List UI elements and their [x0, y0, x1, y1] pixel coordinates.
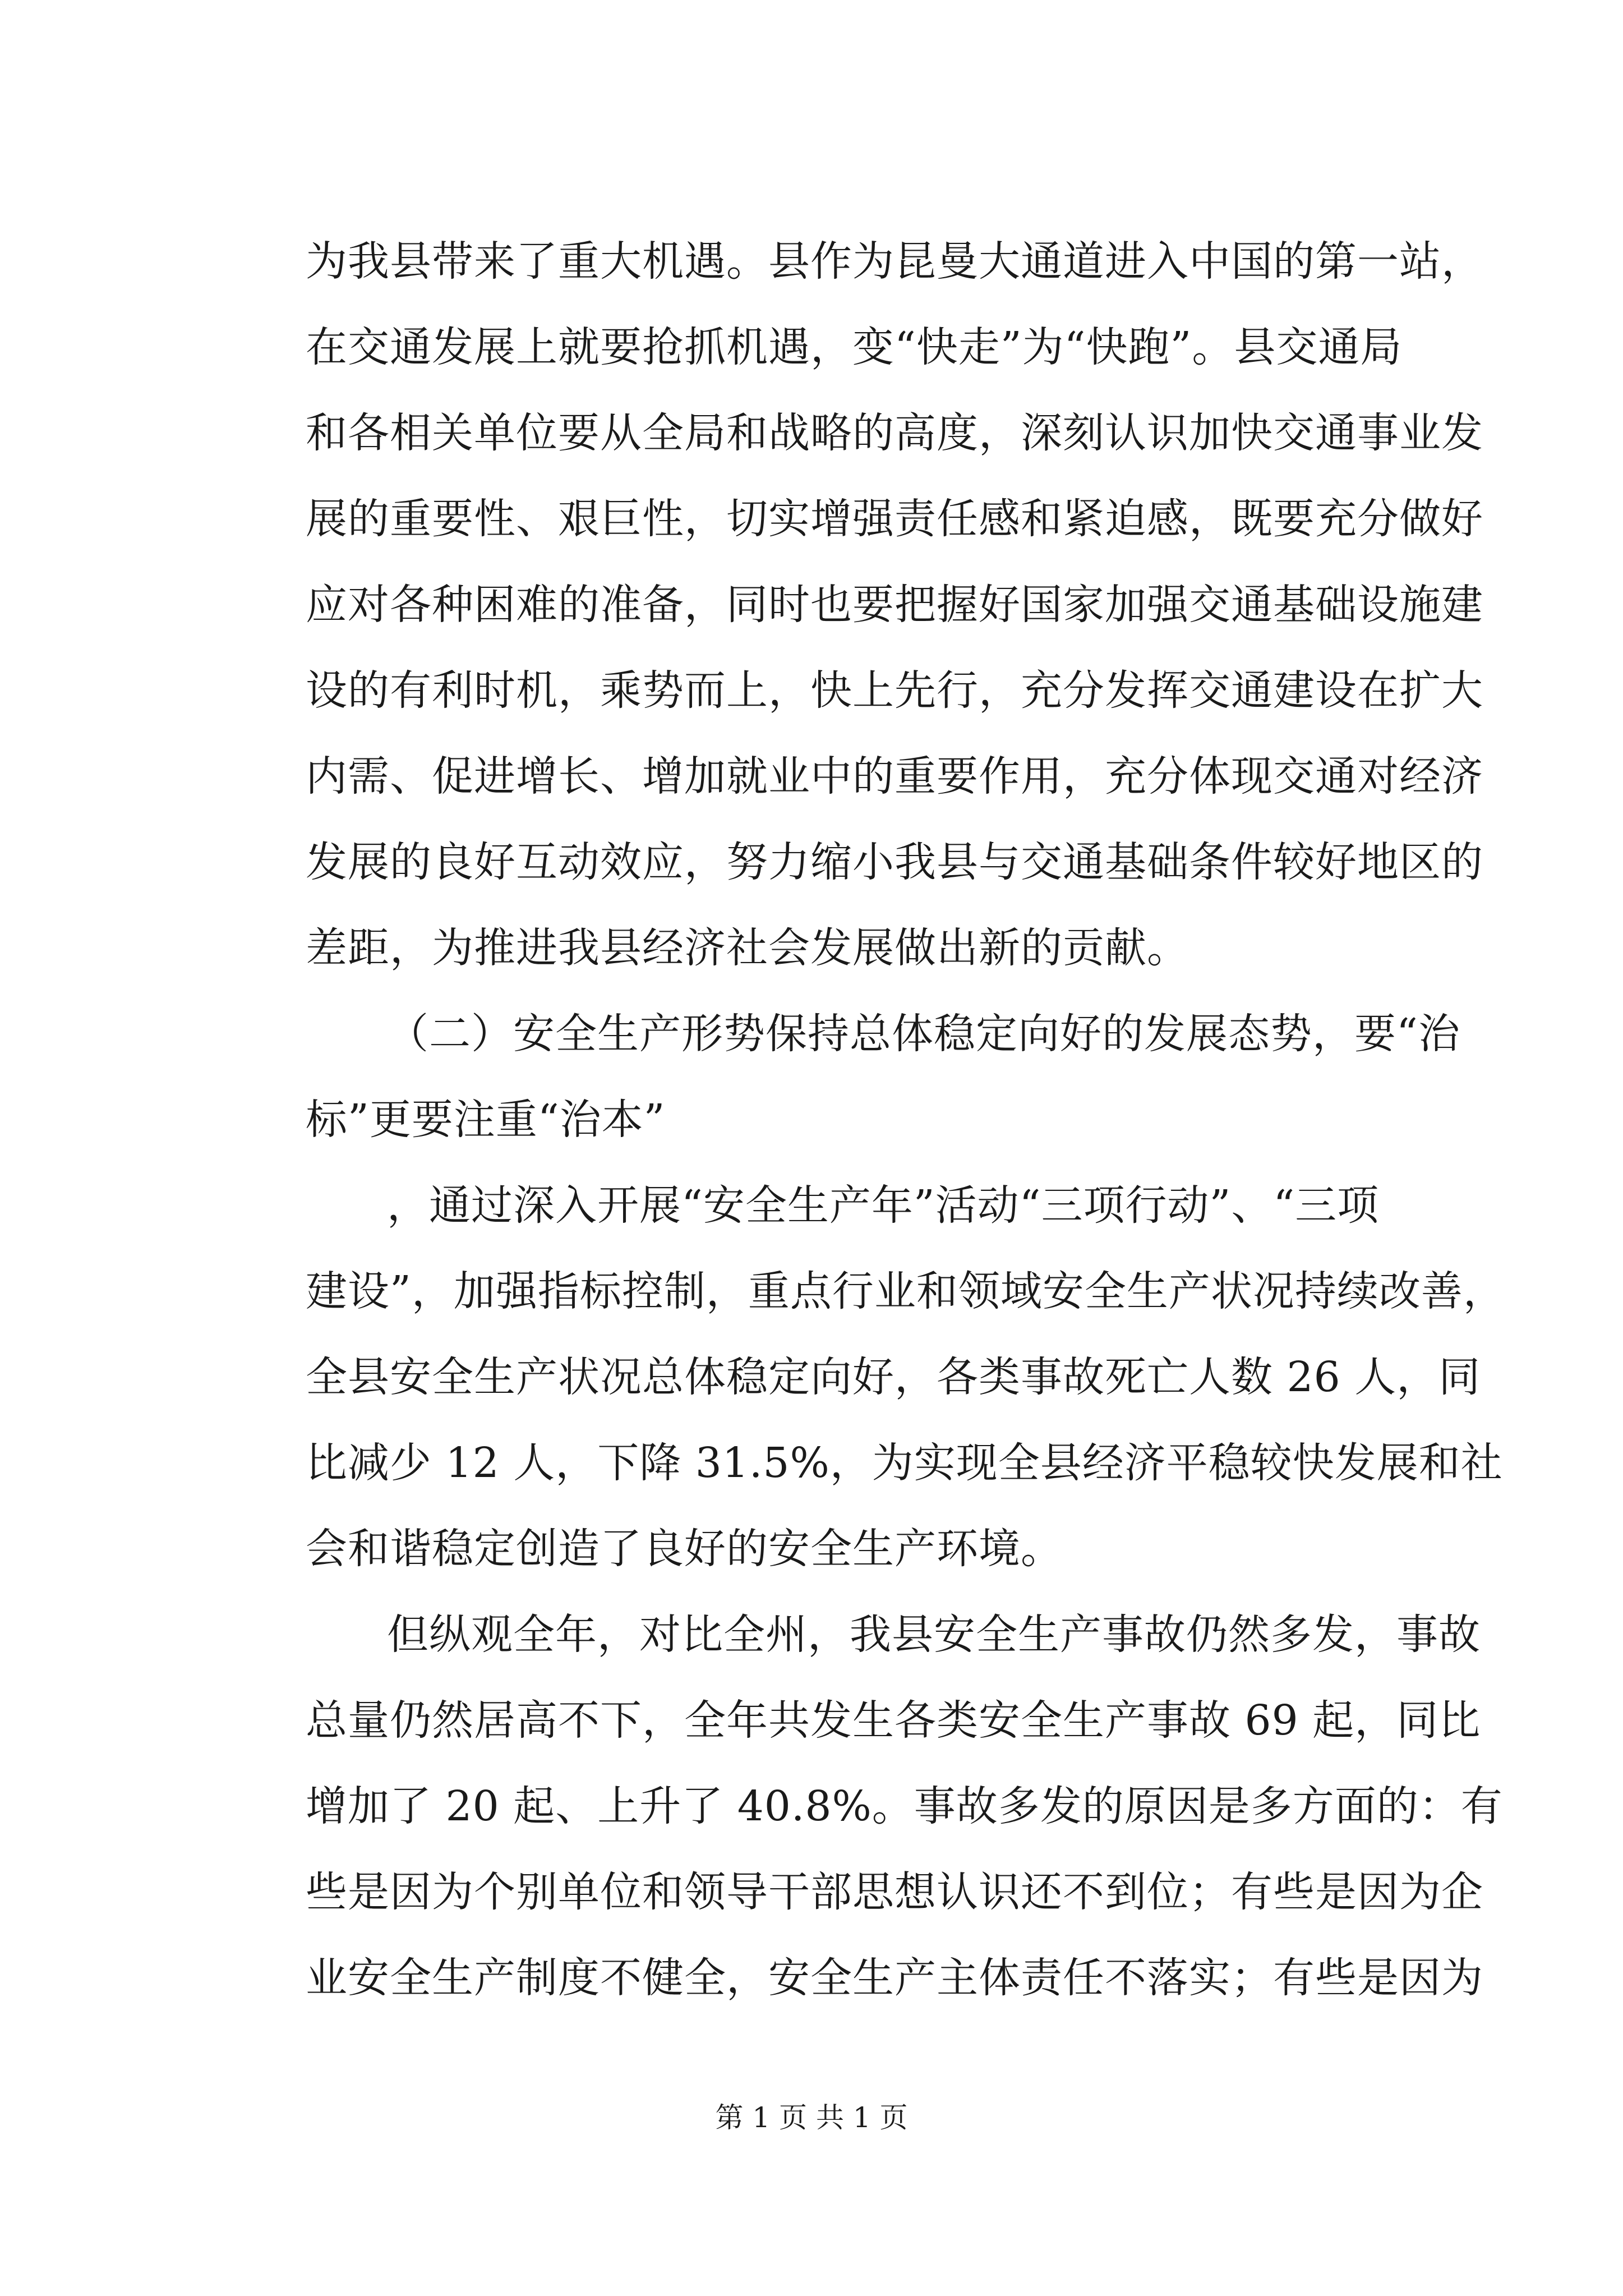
text-line: 展的重要性、艰巨性，切实增强责任感和紧迫感，既要充分做好 [306, 495, 1483, 543]
text-line: 差距，为推进我县经济社会发展做出新的贡献。 [306, 924, 1189, 972]
text-line: 应对各种困难的准备，同时也要把握好国家加强交通基础设施建 [306, 581, 1483, 629]
text-line: 建设”，加强指标控制，重点行业和领域安全生产状况持续改善， [306, 1267, 1505, 1315]
text-line: 总量仍然居高不下，全年共发生各类安全生产事故 69 起，同比 [306, 1696, 1481, 1745]
section-heading-line: （二）安全生产形势保持总体稳定向好的发展态势，要“治 [387, 1010, 1460, 1058]
text-line: 全县安全生产状况总体稳定向好，各类事故死亡人数 26 人，同 [306, 1353, 1481, 1401]
text-line: 增加了 20 起、上升了 40.8%。事故多发的原因是多方面的：有 [306, 1782, 1503, 1830]
text-line: 设的有利时机，乘势而上，快上先行，充分发挥交通建设在扩大 [306, 666, 1483, 715]
text-line: 些是因为个别单位和领导干部思想认识还不到位；有些是因为企 [306, 1868, 1483, 1916]
page-footer: 第 1 页 共 1 页 [715, 2101, 908, 2134]
text-line: 但纵观全年，对比全州，我县安全生产事故仍然多发，事故 [387, 1611, 1481, 1659]
text-line: 业安全生产制度不健全，安全生产主体责任不落实；有些是因为 [306, 1954, 1483, 2002]
text-line: 发展的良好互动效应，努力缩小我县与交通基础条件较好地区的 [306, 838, 1483, 886]
text-line: 会和谐稳定创造了良好的安全生产环境。 [306, 1525, 1063, 1573]
text-line: 和各相关单位要从全局和战略的高度，深刻认识加快交通事业发 [306, 409, 1483, 457]
text-line: ，通过深入开展“安全生产年”活动“三项行动”、“三项 [387, 1181, 1380, 1230]
section-heading-line: 标”更要注重“治本” [306, 1096, 666, 1144]
body-text [306, 219, 1505, 2021]
text-line: 内需、促进增长、增加就业中的重要作用，充分体现交通对经济 [306, 752, 1483, 800]
text-line: 在交通发展上就要抢抓机遇，变“快走”为“快跑”。县交通局 [306, 323, 1403, 371]
text-line: 为我县带来了重大机遇。县作为昆曼大通道进入中国的第一站， [306, 237, 1483, 286]
text-line: 比减少 12 人，下降 31.5%，为实现全县经济平稳较快发展和社 [306, 1439, 1503, 1487]
